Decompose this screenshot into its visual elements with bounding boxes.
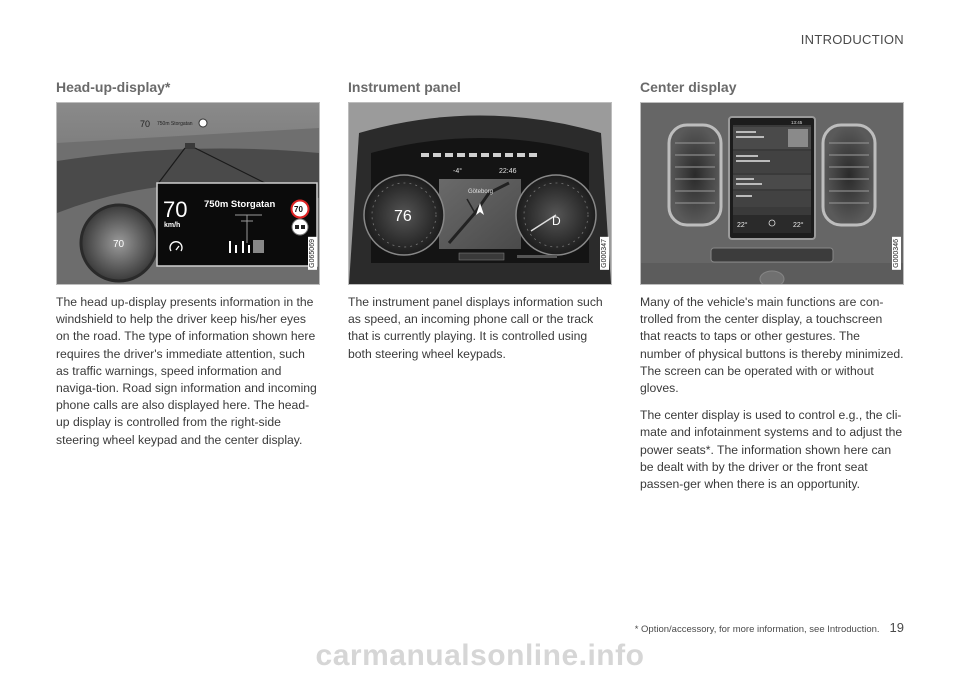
hud-small-limit-icon xyxy=(199,119,207,127)
instrument-heading: Instrument panel xyxy=(348,79,461,95)
hud-speed: 70 xyxy=(163,197,188,222)
hud-small-speed-ref: 70 xyxy=(140,119,151,129)
hud-column xyxy=(56,78,320,449)
center-display-column xyxy=(640,78,904,493)
left-air-vent xyxy=(669,125,721,225)
instrument-paragraph: The instrument panel displays information such as speed, an incoming phone call or the track that is currently playing. It is controlled using both steering wheel keypads. xyxy=(348,295,603,361)
center-display-figure xyxy=(640,102,904,285)
cluster-gear: D xyxy=(552,214,561,228)
screen-time: 13:45 xyxy=(791,120,803,125)
hud-figure xyxy=(56,102,320,285)
footnote: * Option/accessory, for more information, see Introduction. xyxy=(634,624,880,635)
center-display-figure-id: G000346 xyxy=(893,239,900,268)
hud-heading: Head-up-display* xyxy=(56,79,171,95)
hud-speed-unit: km/h xyxy=(164,222,181,229)
cluster-speed: 76 xyxy=(394,208,412,225)
watermark: carmanualsonline.info xyxy=(315,639,645,672)
cluster-temp: -4° xyxy=(453,168,463,175)
hud-figure-id: G065069 xyxy=(309,239,316,268)
hud-car-warning-icon xyxy=(292,219,308,235)
hud-small-street: 750m Storgatan xyxy=(157,121,193,127)
cluster-time: 22:46 xyxy=(499,168,517,175)
center-display-heading: Center display xyxy=(640,79,737,95)
screen-temp-right: 22° xyxy=(793,222,804,229)
cluster-city: Göteborg xyxy=(468,189,494,195)
instrument-figure-id: G000347 xyxy=(601,239,608,268)
page-footer xyxy=(635,620,904,635)
hud-small-speed: 70 xyxy=(113,239,125,250)
center-display-paragraph-2: The center display is used to control e.g., the cli-mate and infotainment systems and to adjust the power seats*. The information shown here can be dealt with by the driver or the front seat passen-ger when there is an opportunity. xyxy=(640,408,903,492)
instrument-figure xyxy=(348,102,612,285)
page-number: 19 xyxy=(889,620,904,635)
hud-paragraph: The head up-display presents information in the windshield to help the driver keep his/her eyes on the road. The type of information shown here requires the driver's immediate attention, such as traffic warnings, speed information and naviga-tion. Road sign information and incoming phone calls are also displayed here. The head-up display is controlled from the right-side steering wheel keypad and the center display. xyxy=(56,295,317,447)
right-air-vent xyxy=(823,125,875,225)
center-display-paragraph-1: Many of the vehicle's main functions are con-trolled from the center display, a touchscreen that reacts to taps or other gestures. The number of physical buttons is thereby minimized. The screen can be operated with or without gloves. xyxy=(640,295,904,396)
instrument-column xyxy=(348,78,612,363)
hud-speed-limit: 70 xyxy=(294,205,303,214)
hud-street: 750m Storgatan xyxy=(204,199,276,210)
section-header: INTRODUCTION xyxy=(800,32,904,47)
screen-temp-left: 22° xyxy=(737,222,748,229)
